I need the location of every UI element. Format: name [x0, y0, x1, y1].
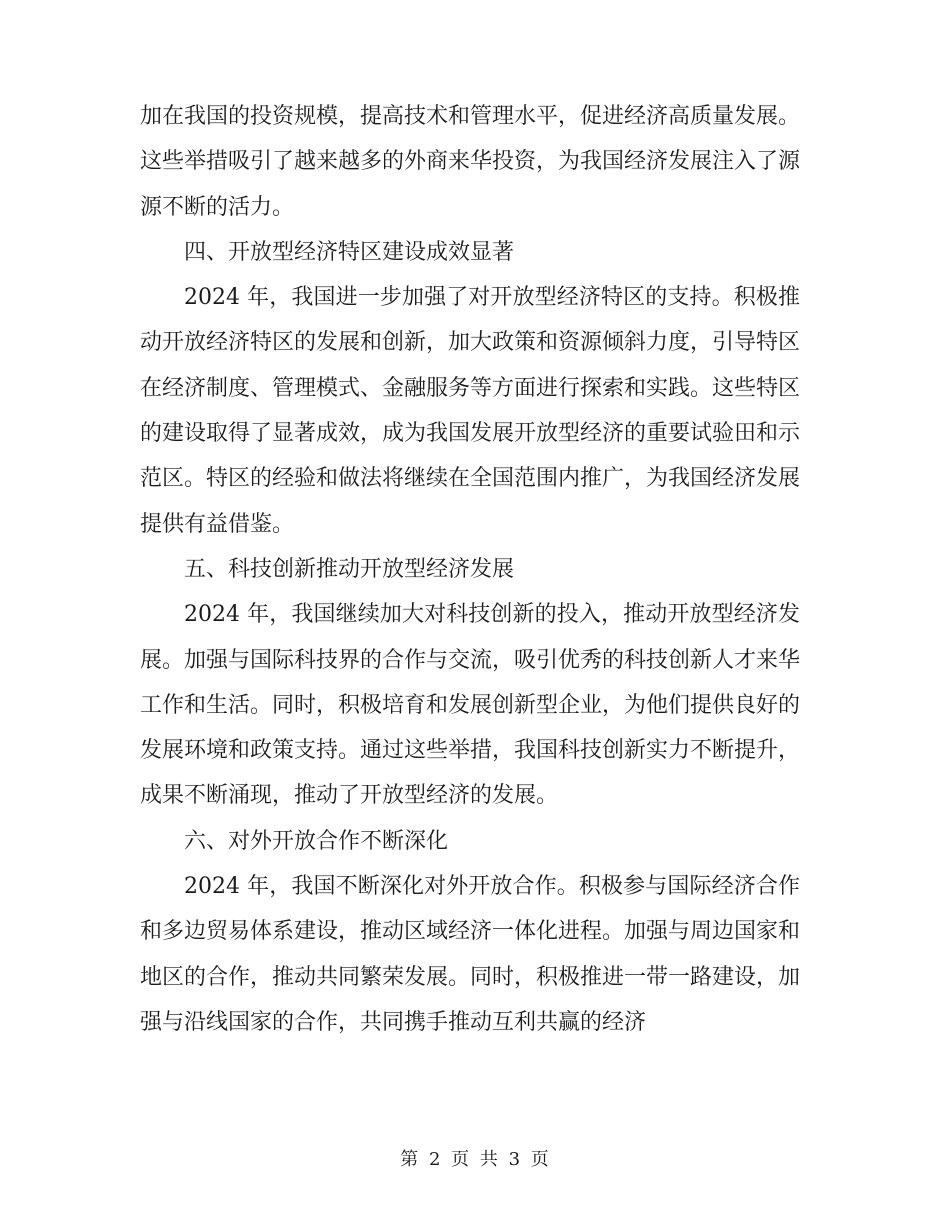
- section-heading-4: 四、开放型经济特区建设成效显著: [184, 239, 515, 265]
- paragraph-section-6: 2024 年，我国不断深化对外开放合作。积极参与国际经济合作和多边贸易体系建设，推动区域经济一体化进程。加强与周边国家和地区的合作，推动共同繁荣发展。同时，积极推进一带一路建设，加强与沿线国家的合作，共同携手推动互利共赢的经济: [140, 874, 801, 1035]
- document-body: [140, 94, 800, 1045]
- page-footer: 第 2 页 共 3 页: [400, 1149, 550, 1170]
- paragraph-continuation: 加在我国的投资规模，提高技术和管理水平，促进经济高质量发展。这些举措吸引了越来越多的外商来华投资，为我国经济发展注入了源源不断的活力。: [140, 104, 801, 220]
- paragraph-section-5: 2024 年，我国继续加大对科技创新的投入，推动开放型经济发展。加强与国际科技界的合作与交流，吸引优秀的科技创新人才来华工作和生活。同时，积极培育和发展创新型企业，为他们提供良好的发展环境和政策支持。通过这些举措，我国科技创新实力不断提升，成果不断涌现，推动了开放型经济的发展。: [140, 602, 801, 809]
- section-heading-5: 五、科技创新推动开放型经济发展: [184, 556, 515, 582]
- section-heading-6: 六、对外开放合作不断深化: [184, 828, 449, 854]
- paragraph-section-4: 2024 年，我国进一步加强了对开放型经济特区的支持。积极推动开放经济特区的发展和创新，加大政策和资源倾斜力度，引导特区在经济制度、管理模式、金融服务等方面进行探索和实践。这些特区的建设取得了显著成效，成为我国发展开放型经济的重要试验田和示范区。特区的经验和做法将继续在全国范围内推广，为我国经济发展提供有益借鉴。: [140, 285, 801, 537]
